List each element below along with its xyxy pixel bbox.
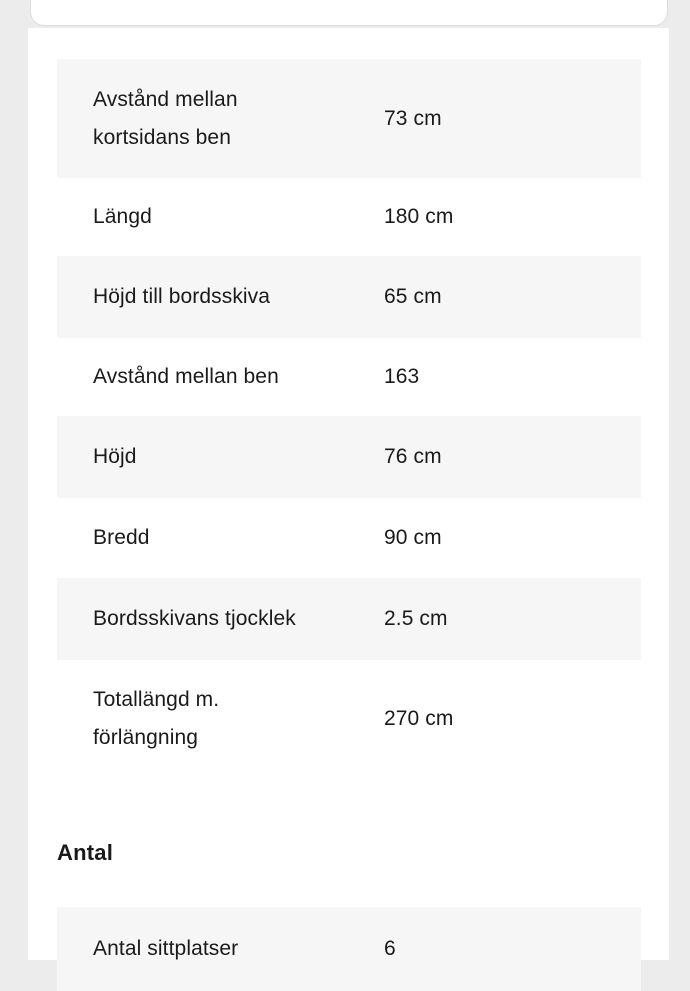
spec-label: Antal sittplatser (93, 937, 239, 960)
spec-value: 163 (384, 365, 420, 388)
spec-value: 270 cm (384, 707, 454, 730)
antal-table (57, 907, 641, 991)
spec-row (57, 498, 641, 578)
spec-value: 2.5 cm (384, 607, 448, 630)
spec-row (57, 416, 641, 498)
spec-label: Längd (93, 205, 152, 228)
spec-row (57, 578, 641, 660)
spec-row (57, 660, 641, 778)
specifications-table (57, 59, 641, 778)
spec-label: Avstånd mellan kortsidans ben (93, 87, 238, 149)
spec-value: 65 cm (384, 285, 442, 308)
spec-label: Bredd (93, 526, 150, 549)
spec-value: 73 cm (384, 106, 442, 130)
previous-card-edge (30, 0, 668, 26)
spec-label: Totallängd m. förlängning (93, 688, 220, 749)
spec-label: Bordsskivans tjocklek (93, 607, 296, 630)
spec-value: 180 cm (384, 205, 454, 228)
spec-row (57, 907, 641, 991)
spec-label: Höjd till bordsskiva (93, 285, 271, 308)
spec-row (57, 338, 641, 416)
spec-row (57, 178, 641, 256)
spec-value: 90 cm (384, 526, 442, 549)
product-specs-panel (28, 28, 669, 960)
spec-row (57, 256, 641, 338)
section-title-antal: Antal (57, 840, 113, 865)
spec-row (57, 59, 641, 178)
spec-value: 6 (384, 937, 396, 960)
spec-label: Avstånd mellan ben (93, 365, 279, 388)
spec-label: Höjd (93, 445, 137, 468)
spec-value: 76 cm (384, 445, 442, 468)
